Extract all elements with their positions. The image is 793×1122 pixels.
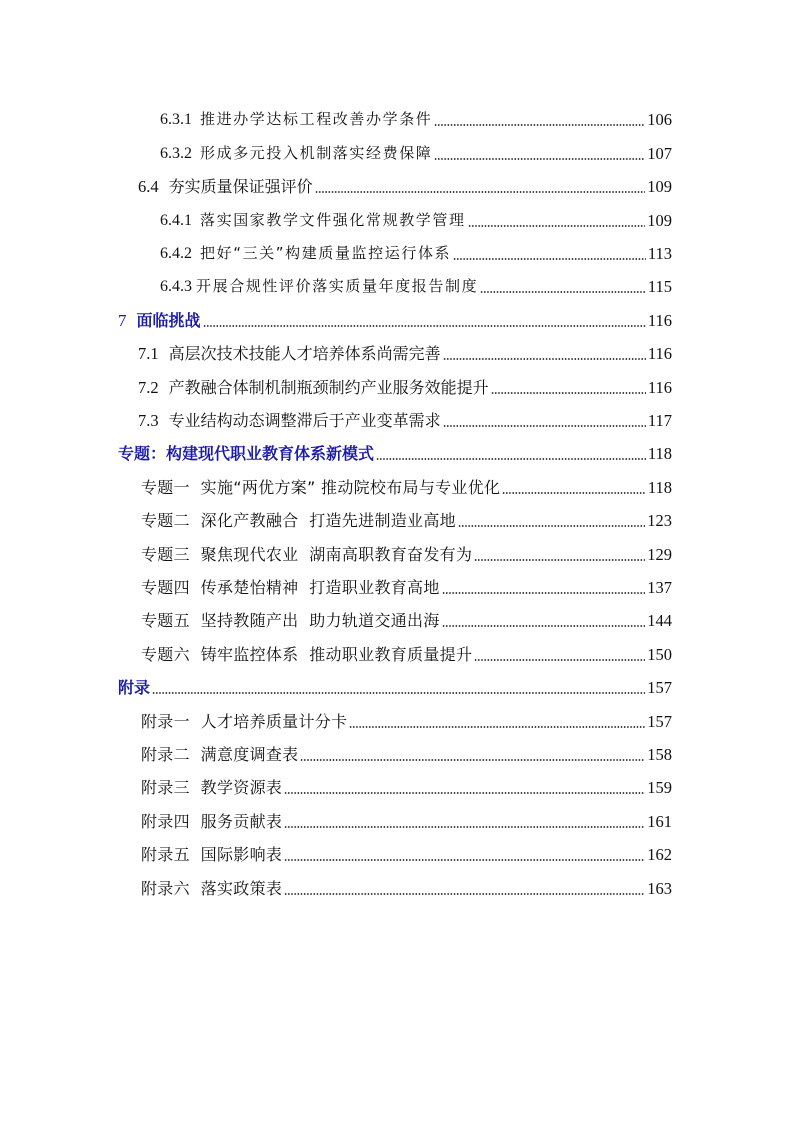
dot-leader xyxy=(442,625,646,627)
toc-entry[interactable] xyxy=(160,205,672,231)
dot-leader xyxy=(315,191,646,193)
toc-entry-title: 落实国家教学文件强化常规教学管理 xyxy=(200,211,466,229)
toc-entry-number: 6.3.2 xyxy=(160,145,192,162)
toc-entry-number: 7.1 xyxy=(138,344,159,363)
dot-leader xyxy=(376,458,646,460)
toc-entry-label xyxy=(138,177,313,197)
toc-entry-page: 158 xyxy=(647,745,672,764)
toc-entry-page: 116 xyxy=(647,311,672,330)
toc-entry-title: 附录二 满意度调查表 xyxy=(141,745,299,764)
toc-entry-page: 162 xyxy=(647,845,672,864)
toc-entry-page: 161 xyxy=(647,812,672,831)
toc-entry[interactable] xyxy=(141,806,672,832)
toc-entry-title: 夯实质量保证强评价 xyxy=(168,177,313,196)
toc-entry-label xyxy=(141,879,282,899)
toc-entry-title: 专题：构建现代职业教育体系新模式 xyxy=(118,444,375,463)
toc-entry-label xyxy=(141,645,472,665)
toc-entry[interactable] xyxy=(118,305,672,331)
toc-entry[interactable] xyxy=(141,472,672,498)
dot-leader xyxy=(474,659,645,661)
dot-leader xyxy=(443,425,646,427)
toc-entry-title: 专题一 实施“两优方案” 推动院校布局与专业优化 xyxy=(141,478,501,497)
toc-entry-number: 6.4.3 xyxy=(160,278,192,295)
dot-leader xyxy=(458,525,645,527)
toc-entry-page: 109 xyxy=(647,211,672,230)
toc-entry-title: 专题二 深化产教融合 打造先进制造业高地 xyxy=(141,511,456,530)
toc-entry[interactable] xyxy=(141,706,672,732)
toc-entry-label xyxy=(118,311,201,331)
dot-leader xyxy=(468,225,646,227)
toc-entry-label xyxy=(141,745,298,765)
toc-entry-page: 107 xyxy=(647,144,672,163)
toc-entry[interactable] xyxy=(118,672,672,698)
toc-entry-page: 117 xyxy=(647,411,672,430)
toc-entry-title: 附录六 落实政策表 xyxy=(141,879,283,898)
toc-entry-label xyxy=(160,210,466,231)
toc-entry-page: 115 xyxy=(647,277,672,296)
toc-entry-number: 6.4.1 xyxy=(160,212,192,229)
dot-leader xyxy=(442,592,646,594)
toc-entry-page: 163 xyxy=(647,879,672,898)
toc-entry-label xyxy=(160,143,432,164)
dot-leader xyxy=(434,124,645,126)
dot-leader xyxy=(284,859,645,861)
toc-entry-label xyxy=(138,378,489,398)
toc-entry[interactable] xyxy=(138,338,672,364)
toc-entry-title: 附录五 国际影响表 xyxy=(141,845,283,864)
toc-entry-label xyxy=(141,812,282,832)
toc-entry[interactable] xyxy=(141,839,672,865)
toc-entry-page: 123 xyxy=(647,511,672,530)
toc-entry-title: 面临挑战 xyxy=(136,311,201,330)
toc-entry-label xyxy=(141,611,440,631)
toc-entry[interactable] xyxy=(160,238,672,264)
dot-leader xyxy=(502,492,646,494)
dot-leader xyxy=(480,291,646,293)
toc-entry-title: 附录四 服务贡献表 xyxy=(141,812,283,831)
dot-leader xyxy=(349,726,645,728)
toc-entry-label xyxy=(141,478,500,498)
toc-entry[interactable] xyxy=(160,271,672,297)
toc-entry-title: 开展合规性评价落实质量年度报告制度 xyxy=(196,277,479,295)
toc-entry[interactable] xyxy=(141,639,672,665)
dot-leader xyxy=(152,692,645,694)
toc-entry-label xyxy=(141,712,347,732)
toc-entry-label xyxy=(141,778,282,798)
toc-entry-title: 形成多元投入机制落实经费保障 xyxy=(200,144,433,162)
toc-entry-label xyxy=(138,344,441,364)
toc-entry-title: 产教融合体制机制瓶颈制约产业服务效能提升 xyxy=(168,378,489,397)
toc-entry-label xyxy=(141,545,472,565)
toc-entry-page: 113 xyxy=(647,244,672,263)
toc-entry[interactable] xyxy=(160,138,672,164)
toc-entry[interactable] xyxy=(138,405,672,431)
toc-entry-page: 106 xyxy=(647,110,672,129)
toc-entry-title: 专题三 聚焦现代农业 湖南高职教育奋发有为 xyxy=(141,545,473,564)
toc-entry-page: 118 xyxy=(647,478,672,497)
toc-entry-title: 把好“三关”构建质量监控运行体系 xyxy=(200,244,452,262)
dot-leader xyxy=(491,392,646,394)
toc-entry-title: 专题五 坚持教随产出 助力轨道交通出海 xyxy=(141,611,440,630)
toc-entry[interactable] xyxy=(141,739,672,765)
toc-entry[interactable] xyxy=(141,873,672,899)
toc-entry[interactable] xyxy=(138,171,672,197)
toc-entry-title: 专题四 传承楚怡精神 打造职业教育高地 xyxy=(141,578,440,597)
toc-entry-page: 116 xyxy=(647,344,672,363)
toc-entry-page: 109 xyxy=(647,177,672,196)
toc-entry-title: 附录 xyxy=(118,678,151,697)
dot-leader xyxy=(474,559,645,561)
toc-entry-label xyxy=(160,243,451,264)
toc-entry-title: 高层次技术技能人才培养体系尚需完善 xyxy=(168,344,441,363)
toc-entry[interactable] xyxy=(141,772,672,798)
toc-entry-label xyxy=(160,276,478,297)
toc-entry[interactable] xyxy=(138,372,672,398)
toc-entry-title: 专业结构动态调整滞后于产业变革需求 xyxy=(168,411,441,430)
toc-entry-label xyxy=(118,678,150,698)
toc-entry-label xyxy=(160,109,432,130)
toc-entry[interactable] xyxy=(141,539,672,565)
toc-entry-label xyxy=(118,444,374,464)
toc-entry-page: 137 xyxy=(647,578,672,597)
toc-entry-page: 157 xyxy=(647,712,672,731)
dot-leader xyxy=(453,258,646,260)
toc-entry-label xyxy=(141,845,282,865)
toc-entry[interactable] xyxy=(118,438,672,464)
toc-entry-page: 116 xyxy=(647,378,672,397)
toc-entry-page: 157 xyxy=(647,678,672,697)
dot-leader xyxy=(284,826,645,828)
dot-leader xyxy=(300,759,645,761)
toc-entry-number: 7 xyxy=(118,311,127,330)
dot-leader xyxy=(434,158,645,160)
toc-entry-label xyxy=(141,511,456,531)
toc-entry-page: 150 xyxy=(647,645,672,664)
toc-entry-page: 159 xyxy=(647,778,672,797)
toc-entry-label xyxy=(138,411,441,431)
toc-entry-page: 118 xyxy=(647,444,672,463)
toc-entry-page: 144 xyxy=(647,611,672,630)
dot-leader xyxy=(203,325,646,327)
toc-entry[interactable] xyxy=(141,605,672,631)
toc-entry-label xyxy=(141,578,440,598)
dot-leader xyxy=(443,358,646,360)
toc-entry-number: 7.3 xyxy=(138,411,159,430)
toc-entry-title: 附录一 人才培养质量计分卡 xyxy=(141,712,348,731)
toc-entry-number: 7.2 xyxy=(138,378,159,397)
toc-entry-number: 6.4.2 xyxy=(160,245,192,262)
dot-leader xyxy=(284,792,645,794)
toc-entry[interactable] xyxy=(141,572,672,598)
toc-entry[interactable] xyxy=(141,505,672,531)
toc-entry-title: 专题六 铸牢监控体系 推动职业教育质量提升 xyxy=(141,645,473,664)
toc-entry[interactable] xyxy=(160,104,672,130)
toc-entry-title: 附录三 教学资源表 xyxy=(141,778,283,797)
toc-entry-title: 推进办学达标工程改善办学条件 xyxy=(200,110,433,128)
dot-leader xyxy=(284,893,645,895)
toc-entry-number: 6.3.1 xyxy=(160,111,192,128)
toc-entry-number: 6.4 xyxy=(138,177,159,196)
toc-entry-page: 129 xyxy=(647,545,672,564)
